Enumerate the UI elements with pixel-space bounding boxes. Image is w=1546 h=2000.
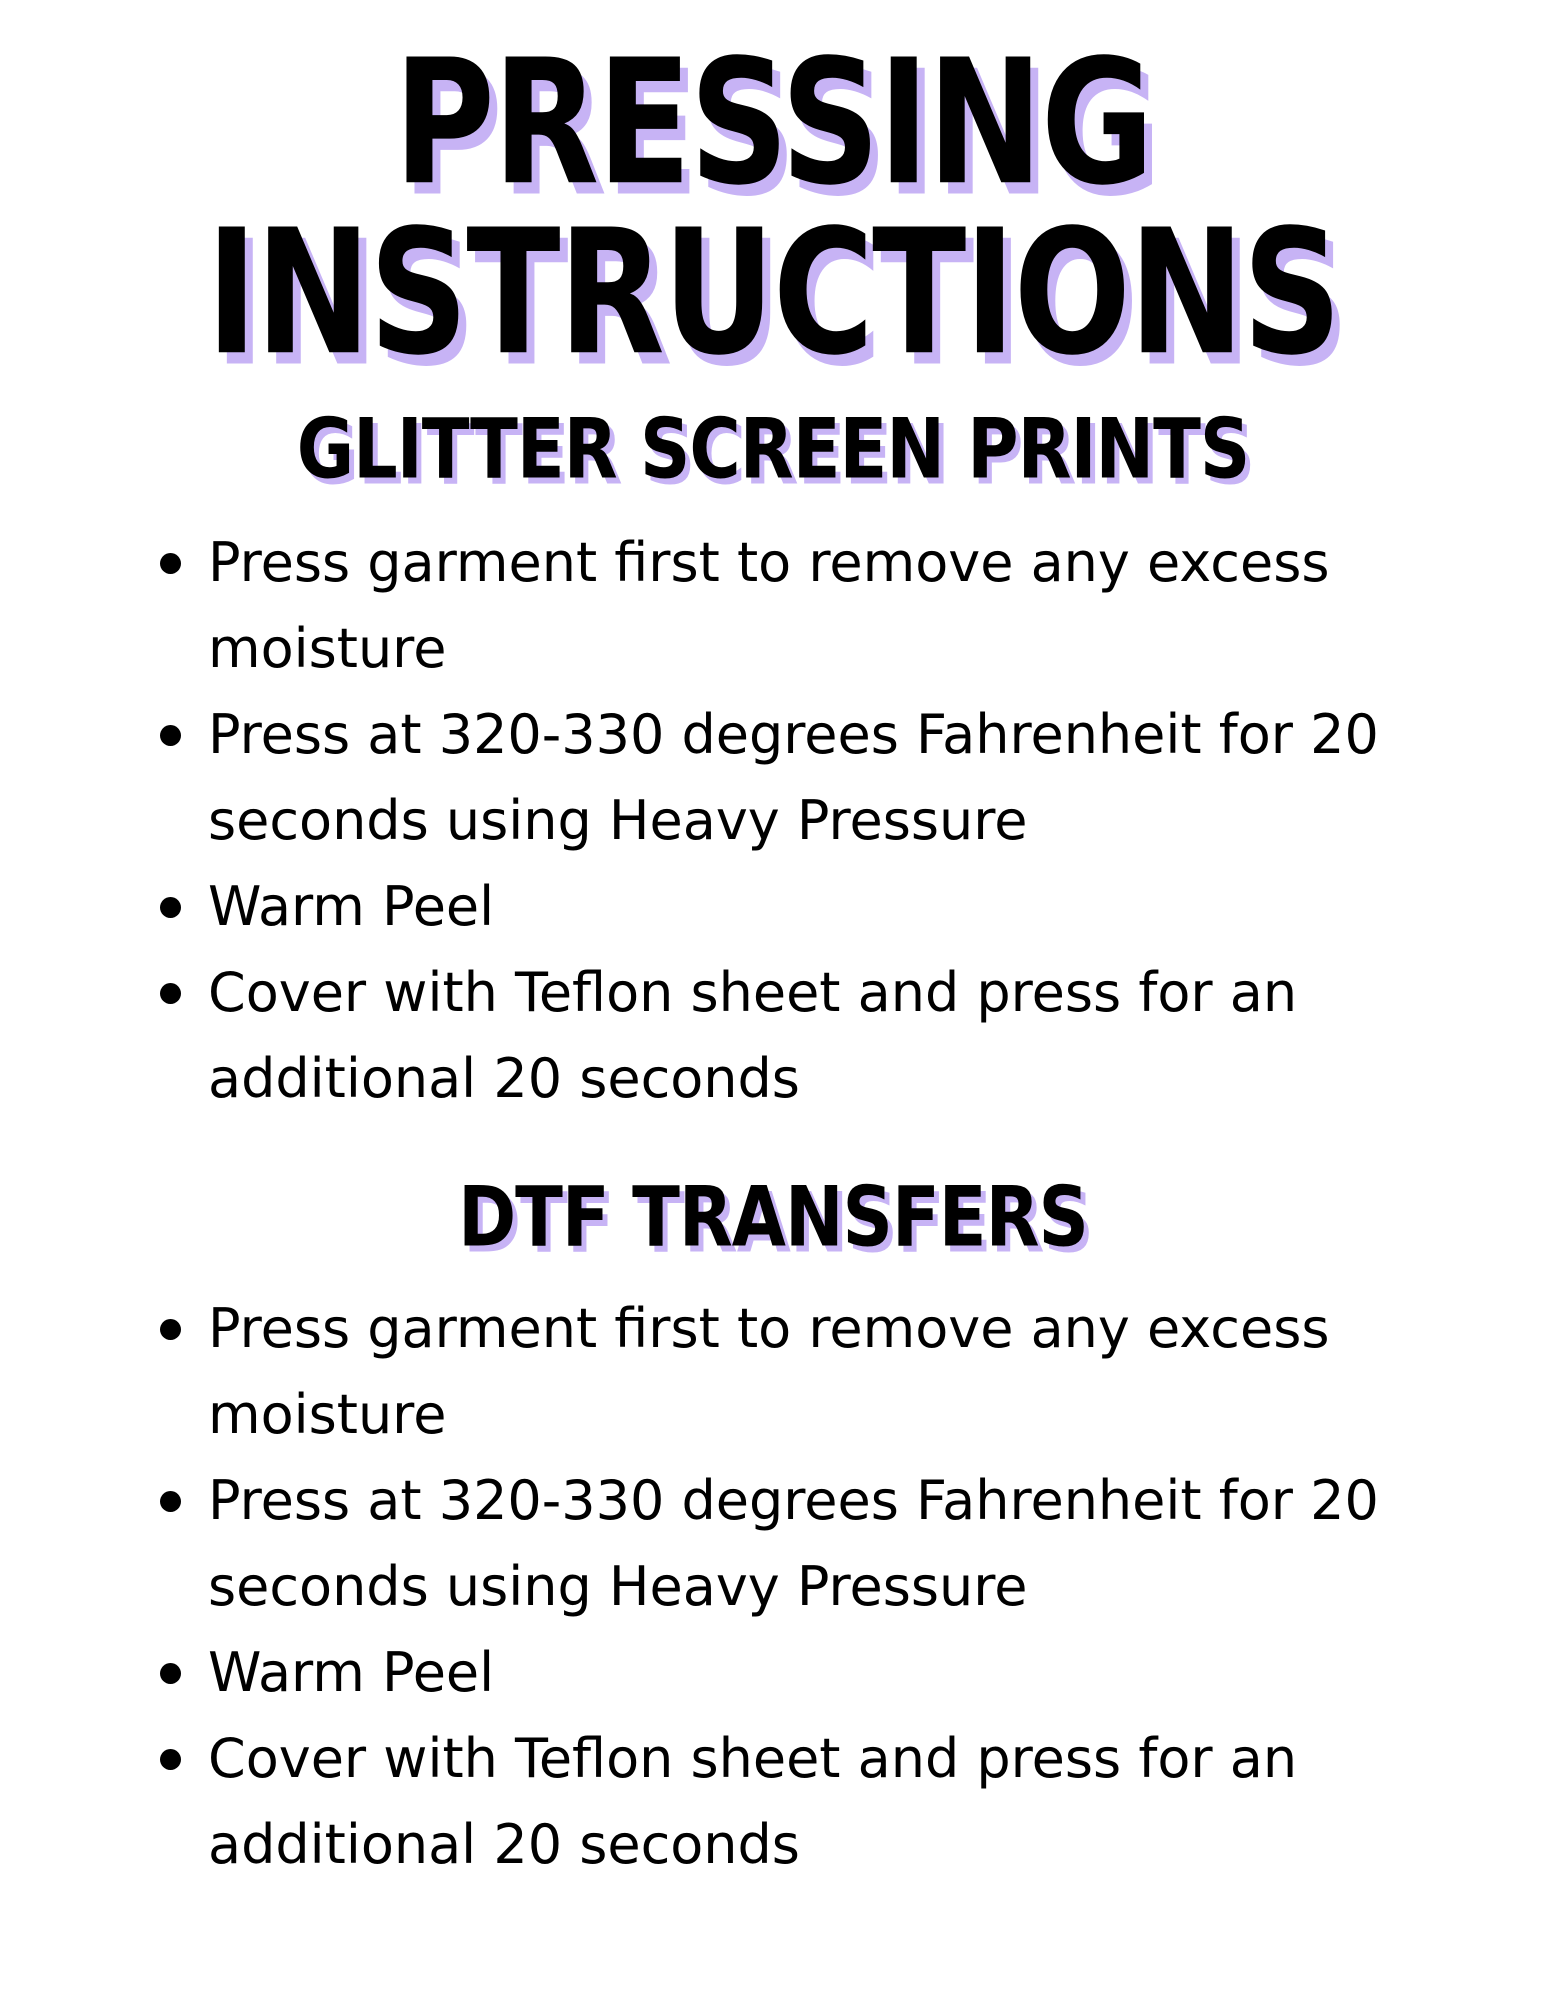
list-item: [208, 520, 1458, 692]
list-item: [208, 1286, 1458, 1458]
list-item: [208, 950, 1458, 1122]
step-text: Cover with Teflon sheet and press for an additional 20 seconds: [208, 1727, 1298, 1876]
step-text: Warm Peel: [208, 875, 495, 938]
list-item: [208, 1716, 1458, 1888]
step-text: Press at 320-330 degrees Fahrenheit for 20 seconds using Heavy Pressure: [208, 1469, 1379, 1618]
step-text: Cover with Teflon sheet and press for an additional 20 seconds: [208, 961, 1298, 1110]
page-title-line-2: INSTRUCTIONS: [206, 192, 1340, 394]
section-heading-glitter-screen-prints: GLITTER SCREEN PRINTS: [296, 400, 1250, 498]
glitter-steps-list: [160, 520, 1458, 1122]
list-item: [208, 692, 1458, 864]
list-item: [208, 1630, 1458, 1716]
section-heading-dtf-transfers: DTF TRANSFERS: [458, 1168, 1088, 1266]
bullet-icon: [160, 1749, 181, 1770]
bullet-icon: [160, 983, 181, 1004]
list-item: [208, 864, 1458, 950]
bullet-icon: [160, 553, 181, 574]
bullet-icon: [160, 1491, 181, 1512]
bullet-icon: [160, 725, 181, 746]
step-text: Press garment first to remove any excess moisture: [208, 1297, 1330, 1446]
dtf-steps-list: [160, 1286, 1458, 1888]
bullet-icon: [160, 1663, 181, 1684]
step-text: Press garment first to remove any excess moisture: [208, 531, 1330, 680]
bullet-icon: [160, 1319, 181, 1340]
list-item: [208, 1458, 1458, 1630]
bullet-icon: [160, 897, 181, 918]
step-text: Press at 320-330 degrees Fahrenheit for 20 seconds using Heavy Pressure: [208, 703, 1379, 852]
page-title-line-1: PRESSING: [393, 22, 1153, 224]
step-text: Warm Peel: [208, 1641, 495, 1704]
